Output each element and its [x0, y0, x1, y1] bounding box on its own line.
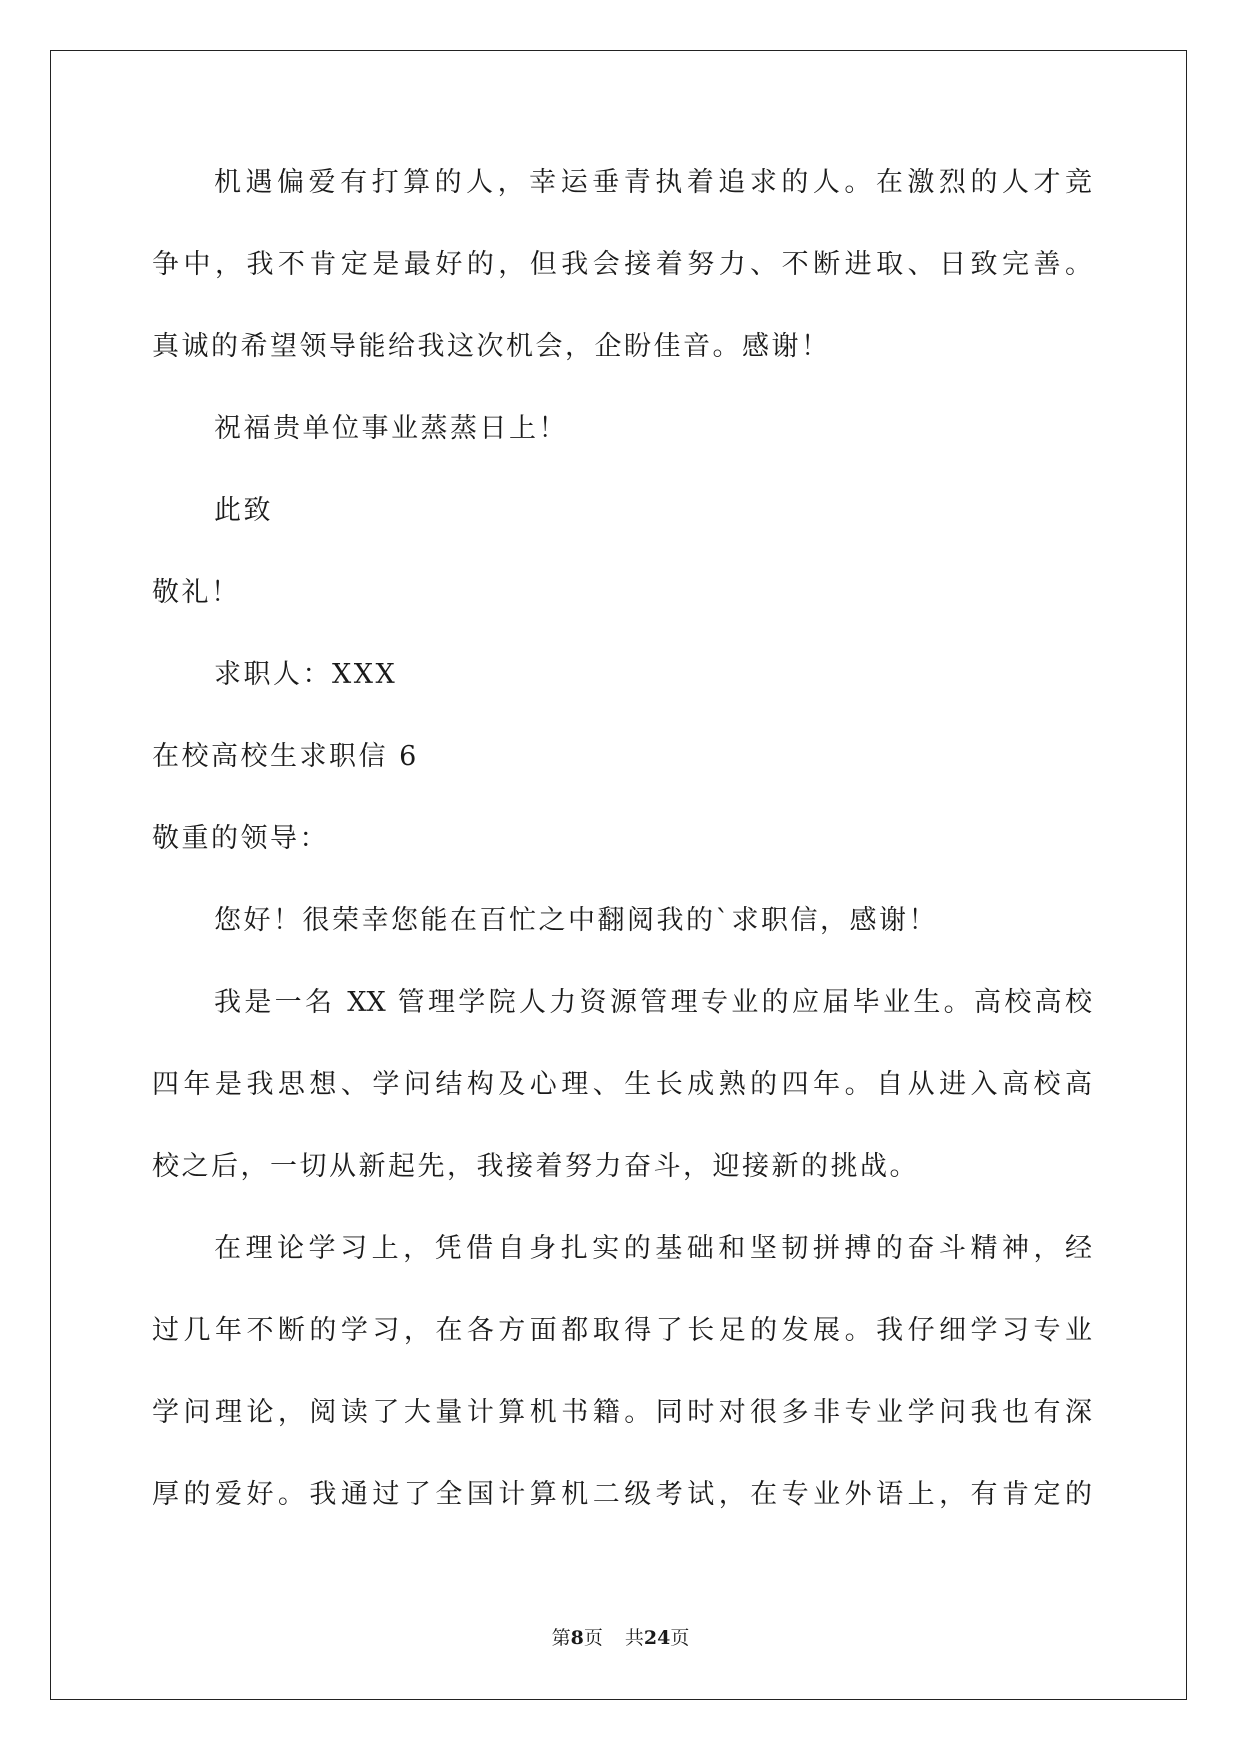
page-footer	[0, 1626, 1241, 1650]
closing-wish: 祝福贵单位事业蒸蒸日上！	[214, 413, 568, 444]
paragraph-line: 学问理论，阅读了大量计算机书籍。同时对很多非专业学问我也有深	[152, 1397, 1092, 1428]
signature-line: 求职人：XXX	[214, 659, 398, 690]
paragraph-line: 真诚的希望领导能给我这次机会，企盼佳音。感谢！	[152, 331, 831, 362]
total-suffix: 页	[670, 1627, 690, 1649]
total-pages: 24	[643, 1627, 671, 1649]
closing-salutation: 此致	[214, 495, 273, 526]
paragraph-line: 您好！很荣幸您能在百忙之中翻阅我的`求职信，感谢！	[214, 905, 938, 936]
paragraph-line: 机遇偏爱有打算的人，幸运垂青执着追求的人。在激烈的人才竞	[214, 167, 1092, 198]
greeting: 敬重的领导：	[152, 823, 329, 854]
paragraph-line: 争中，我不肯定是最好的，但我会接着努力、不断进取、日致完善。	[152, 249, 1092, 280]
paragraph-line: 厚的爱好。我通过了全国计算机二级考试，在专业外语上，有肯定的	[152, 1479, 1092, 1510]
paragraph-line: 我是一名 XX 管理学院人力资源管理专业的应届毕业生。高校高校	[214, 987, 1092, 1018]
paragraph-line: 过几年不断的学习，在各方面都取得了长足的发展。我仔细学习专业	[152, 1315, 1092, 1346]
document-body	[152, 161, 1092, 1555]
closing-regards: 敬礼！	[152, 577, 241, 608]
page-suffix: 页	[583, 1627, 603, 1649]
paragraph-line: 四年是我思想、学问结构及心理、生长成熟的四年。自从进入高校高	[152, 1069, 1092, 1100]
page-number: 8	[570, 1627, 584, 1649]
total-prefix: 共	[624, 1627, 644, 1649]
page-prefix: 第	[551, 1627, 571, 1649]
paragraph-line: 校之后，一切从新起先，我接着努力奋斗，迎接新的挑战。	[152, 1151, 919, 1182]
section-title: 在校高校生求职信 6	[152, 741, 419, 772]
paragraph-line: 在理论学习上，凭借自身扎实的基础和坚韧拼搏的奋斗精神，经	[214, 1233, 1092, 1264]
